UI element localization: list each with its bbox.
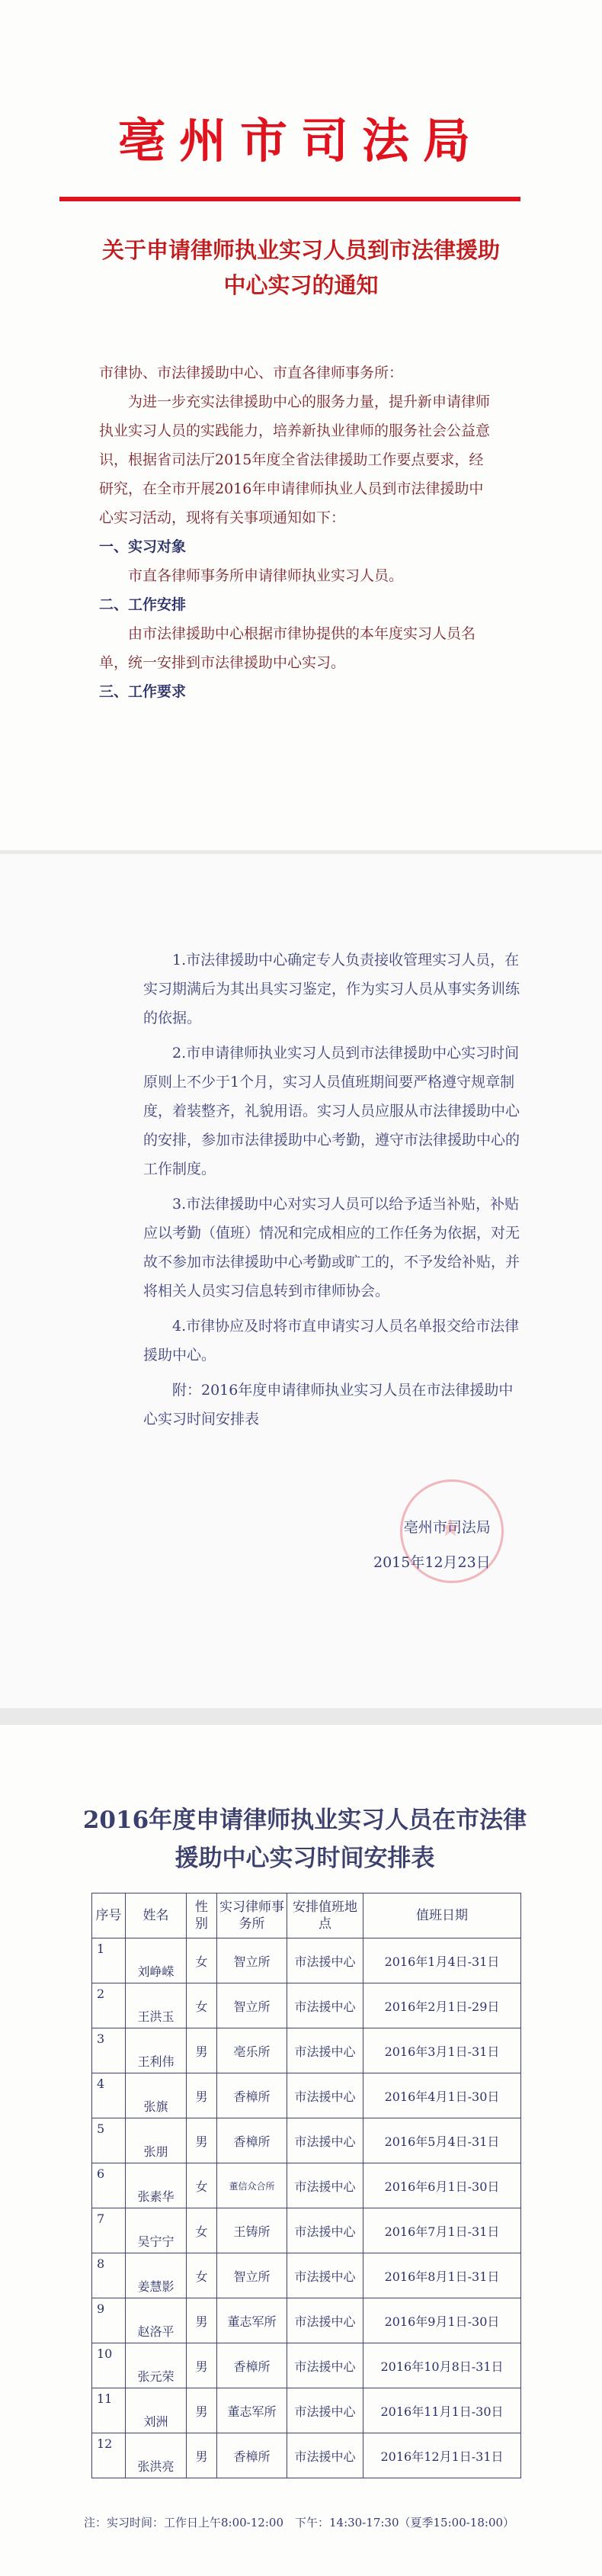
cell-firm: 智立所	[217, 1938, 287, 1983]
schedule-note: 注：实习时间：工作日上午8:00-12:00 下午：14:30-17:30（夏季15:00-18:00）	[84, 2516, 515, 2529]
cell-gender: 男	[187, 2298, 217, 2343]
cell-number: 1	[92, 1938, 126, 1983]
cell-dates: 2016年8月1日-31日	[363, 2253, 521, 2298]
cell-gender: 女	[187, 2208, 217, 2253]
table-row	[92, 1983, 521, 2028]
cell-gender: 女	[187, 2253, 217, 2298]
header-cell: 序号	[92, 1893, 126, 1938]
cell-dates: 2016年12月1日-31日	[363, 2433, 521, 2478]
cell-firm: 亳乐所	[217, 2028, 287, 2073]
table-row	[92, 2388, 521, 2433]
cell-gender: 女	[187, 1983, 217, 2028]
cell-name: 赵洛平	[126, 2298, 187, 2343]
schedule-title-line-2: 援助中心实习时间安排表	[175, 1845, 435, 1872]
cell-firm: 智立所	[217, 1983, 287, 2028]
header-cell: 值班日期	[363, 1893, 521, 1938]
table-row	[92, 2208, 521, 2253]
header-cell: 性别	[187, 1893, 217, 1938]
cell-location: 市法援中心	[287, 2163, 363, 2208]
cell-gender: 女	[187, 2163, 217, 2208]
cell-name: 刘峥嵘	[126, 1938, 187, 1983]
signature-org: 亳州市司法局	[403, 1519, 491, 1536]
cell-number: 12	[92, 2433, 126, 2478]
cell-number: 6	[92, 2163, 126, 2208]
cell-dates: 2016年7月1日-31日	[363, 2208, 521, 2253]
section-1-heading: 一、实习对象	[99, 538, 187, 555]
cell-number: 4	[92, 2073, 126, 2118]
cell-dates: 2016年11月1日-30日	[363, 2388, 521, 2433]
section-2-heading: 二、工作安排	[99, 596, 187, 613]
cell-location: 市法援中心	[287, 1938, 363, 1983]
cell-location: 市法援中心	[287, 2388, 363, 2433]
table-row	[92, 2298, 521, 2343]
table-row	[92, 2118, 521, 2163]
cell-number: 8	[92, 2253, 126, 2298]
cell-location: 市法援中心	[287, 2253, 363, 2298]
cell-name: 张元荣	[126, 2343, 187, 2388]
cell-name: 张朋	[126, 2118, 187, 2163]
attachment-note: 附：2016年度申请律师执业实习人员在市法律援助中心实习时间安排表	[143, 1382, 514, 1428]
title-line-2: 中心实习的通知	[223, 272, 379, 298]
table-row	[92, 2433, 521, 2478]
requirement-4: 4.市律协应及时将市直申请实习人员名单报交给市法律援助中心。	[143, 1318, 520, 1363]
cell-number: 5	[92, 2118, 126, 2163]
notice-body	[99, 358, 495, 706]
page-1	[0, 0, 602, 850]
cell-location: 市法援中心	[287, 2343, 363, 2388]
cell-firm: 香樟所	[217, 2433, 287, 2478]
cell-name: 姜慧影	[126, 2253, 187, 2298]
section-1-text: 市直各律师事务所申请律师执业实习人员。	[128, 567, 404, 584]
cell-dates: 2016年5月4日-31日	[363, 2118, 521, 2163]
cell-firm: 香樟所	[217, 2073, 287, 2118]
cell-gender: 女	[187, 1938, 217, 1983]
cell-dates: 2016年10月8日-31日	[363, 2343, 521, 2388]
cell-firm: 王铸所	[217, 2208, 287, 2253]
cell-number: 3	[92, 2028, 126, 2073]
table-header-row	[92, 1893, 521, 1938]
cell-gender: 男	[187, 2343, 217, 2388]
document-title	[76, 233, 526, 303]
cell-number: 7	[92, 2208, 126, 2253]
cell-number: 10	[92, 2343, 126, 2388]
requirement-3: 3.市法律援助中心对实习人员可以给予适当补贴，补贴应以考勤（值班）情况和完成相应的工作任务为依据，对无故不参加市法律援助中心考勤或旷工的，不予发给补贴，并将相关人员实习信息转到市律师协会。	[143, 1196, 520, 1299]
table-row	[92, 1938, 521, 1983]
cell-gender: 男	[187, 2433, 217, 2478]
cell-name: 王利伟	[126, 2028, 187, 2073]
salutation: 市律协、市法律援助中心、市直各律师事务所：	[99, 365, 404, 381]
header-cell: 安排值班地点	[287, 1893, 363, 1938]
table-row	[92, 2343, 521, 2388]
cell-name: 吴宁宁	[126, 2208, 187, 2253]
title-line-1: 关于申请律师执业实习人员到市法律援助	[101, 237, 500, 263]
header-cell: 姓名	[126, 1893, 187, 1938]
page-3	[0, 1725, 602, 2576]
table-row	[92, 2163, 521, 2208]
signature-block	[373, 1510, 491, 1580]
table-row	[92, 2253, 521, 2298]
cell-number: 11	[92, 2388, 126, 2433]
schedule-title-line-1: 2016年度申请律师执业实习人员在市法律	[82, 1807, 527, 1834]
signature-date: 2015年12月23日	[373, 1554, 491, 1571]
cell-dates: 2016年4月1日-30日	[363, 2073, 521, 2118]
cell-firm: 香樟所	[217, 2118, 287, 2163]
requirements-list	[143, 946, 524, 1440]
cell-dates: 2016年9月1日-30日	[363, 2298, 521, 2343]
cell-firm: 董志军所	[217, 2298, 287, 2343]
letterhead: 亳州市司法局	[117, 113, 484, 169]
cell-location: 市法援中心	[287, 2028, 363, 2073]
cell-dates: 2016年6月1日-30日	[363, 2163, 521, 2208]
letterhead-red-rule	[59, 197, 520, 201]
cell-gender: 男	[187, 2028, 217, 2073]
table-row	[92, 2028, 521, 2073]
cell-name: 王洪玉	[126, 1983, 187, 2028]
cell-name: 张旗	[126, 2073, 187, 2118]
cell-dates: 2016年3月1日-31日	[363, 2028, 521, 2073]
table-row	[92, 2073, 521, 2118]
cell-dates: 2016年1月4日-31日	[363, 1938, 521, 1983]
cell-dates: 2016年2月1日-29日	[363, 1983, 521, 2028]
schedule-table	[91, 1893, 521, 2478]
requirement-1: 1.市法律援助中心确定专人负责接收管理实习人员，在实习期满后为其出具实习鉴定，作为实习人员从事实务训练的依据。	[143, 952, 520, 1026]
intro-paragraph: 为进一步充实法律援助中心的服务力量，提升新申请律师执业实习人员的实践能力，培养新执业律师的服务社会公益意识，根据省司法厅2015年度全省法律援助工作要点要求，经研究，在全市开展2016年申请律师执业人员到市法律援助中心实习活动，现将有关事项通知如下：	[99, 393, 491, 526]
cell-number: 2	[92, 1983, 126, 2028]
cell-name: 张洪亮	[126, 2433, 187, 2478]
cell-location: 市法援中心	[287, 2073, 363, 2118]
section-2-text: 由市法律援助中心根据市律协提供的本年度实习人员名单，统一安排到市法律援助中心实习。	[99, 625, 476, 671]
cell-firm: 智立所	[217, 2253, 287, 2298]
cell-name: 张素华	[126, 2163, 187, 2208]
requirement-2: 2.市申请律师执业实习人员到市法律援助中心实习时间原则上不少于1个月，实习人员值班期间要严格遵守规章制度，着装整齐，礼貌用语。实习人员应服从市法律援助中心的安排，参加市法律援助中心考勤，遵守市法律援助中心的工作制度。	[143, 1045, 520, 1177]
cell-location: 市法援中心	[287, 2298, 363, 2343]
schedule-title	[76, 1801, 533, 1877]
page-2	[0, 854, 602, 1708]
cell-firm: 董志军所	[217, 2388, 287, 2433]
cell-gender: 男	[187, 2118, 217, 2163]
header-cell: 实习律师事务所	[217, 1893, 287, 1938]
section-3-heading: 三、工作要求	[99, 683, 187, 700]
cell-location: 市法援中心	[287, 2433, 363, 2478]
cell-gender: 男	[187, 2388, 217, 2433]
cell-firm: 香樟所	[217, 2343, 287, 2388]
cell-name: 刘洲	[126, 2388, 187, 2433]
cell-location: 市法援中心	[287, 1983, 363, 2028]
cell-location: 市法援中心	[287, 2208, 363, 2253]
cell-firm: 董信众合所	[217, 2163, 287, 2208]
cell-gender: 男	[187, 2073, 217, 2118]
cell-number: 9	[92, 2298, 126, 2343]
cell-location: 市法援中心	[287, 2118, 363, 2163]
